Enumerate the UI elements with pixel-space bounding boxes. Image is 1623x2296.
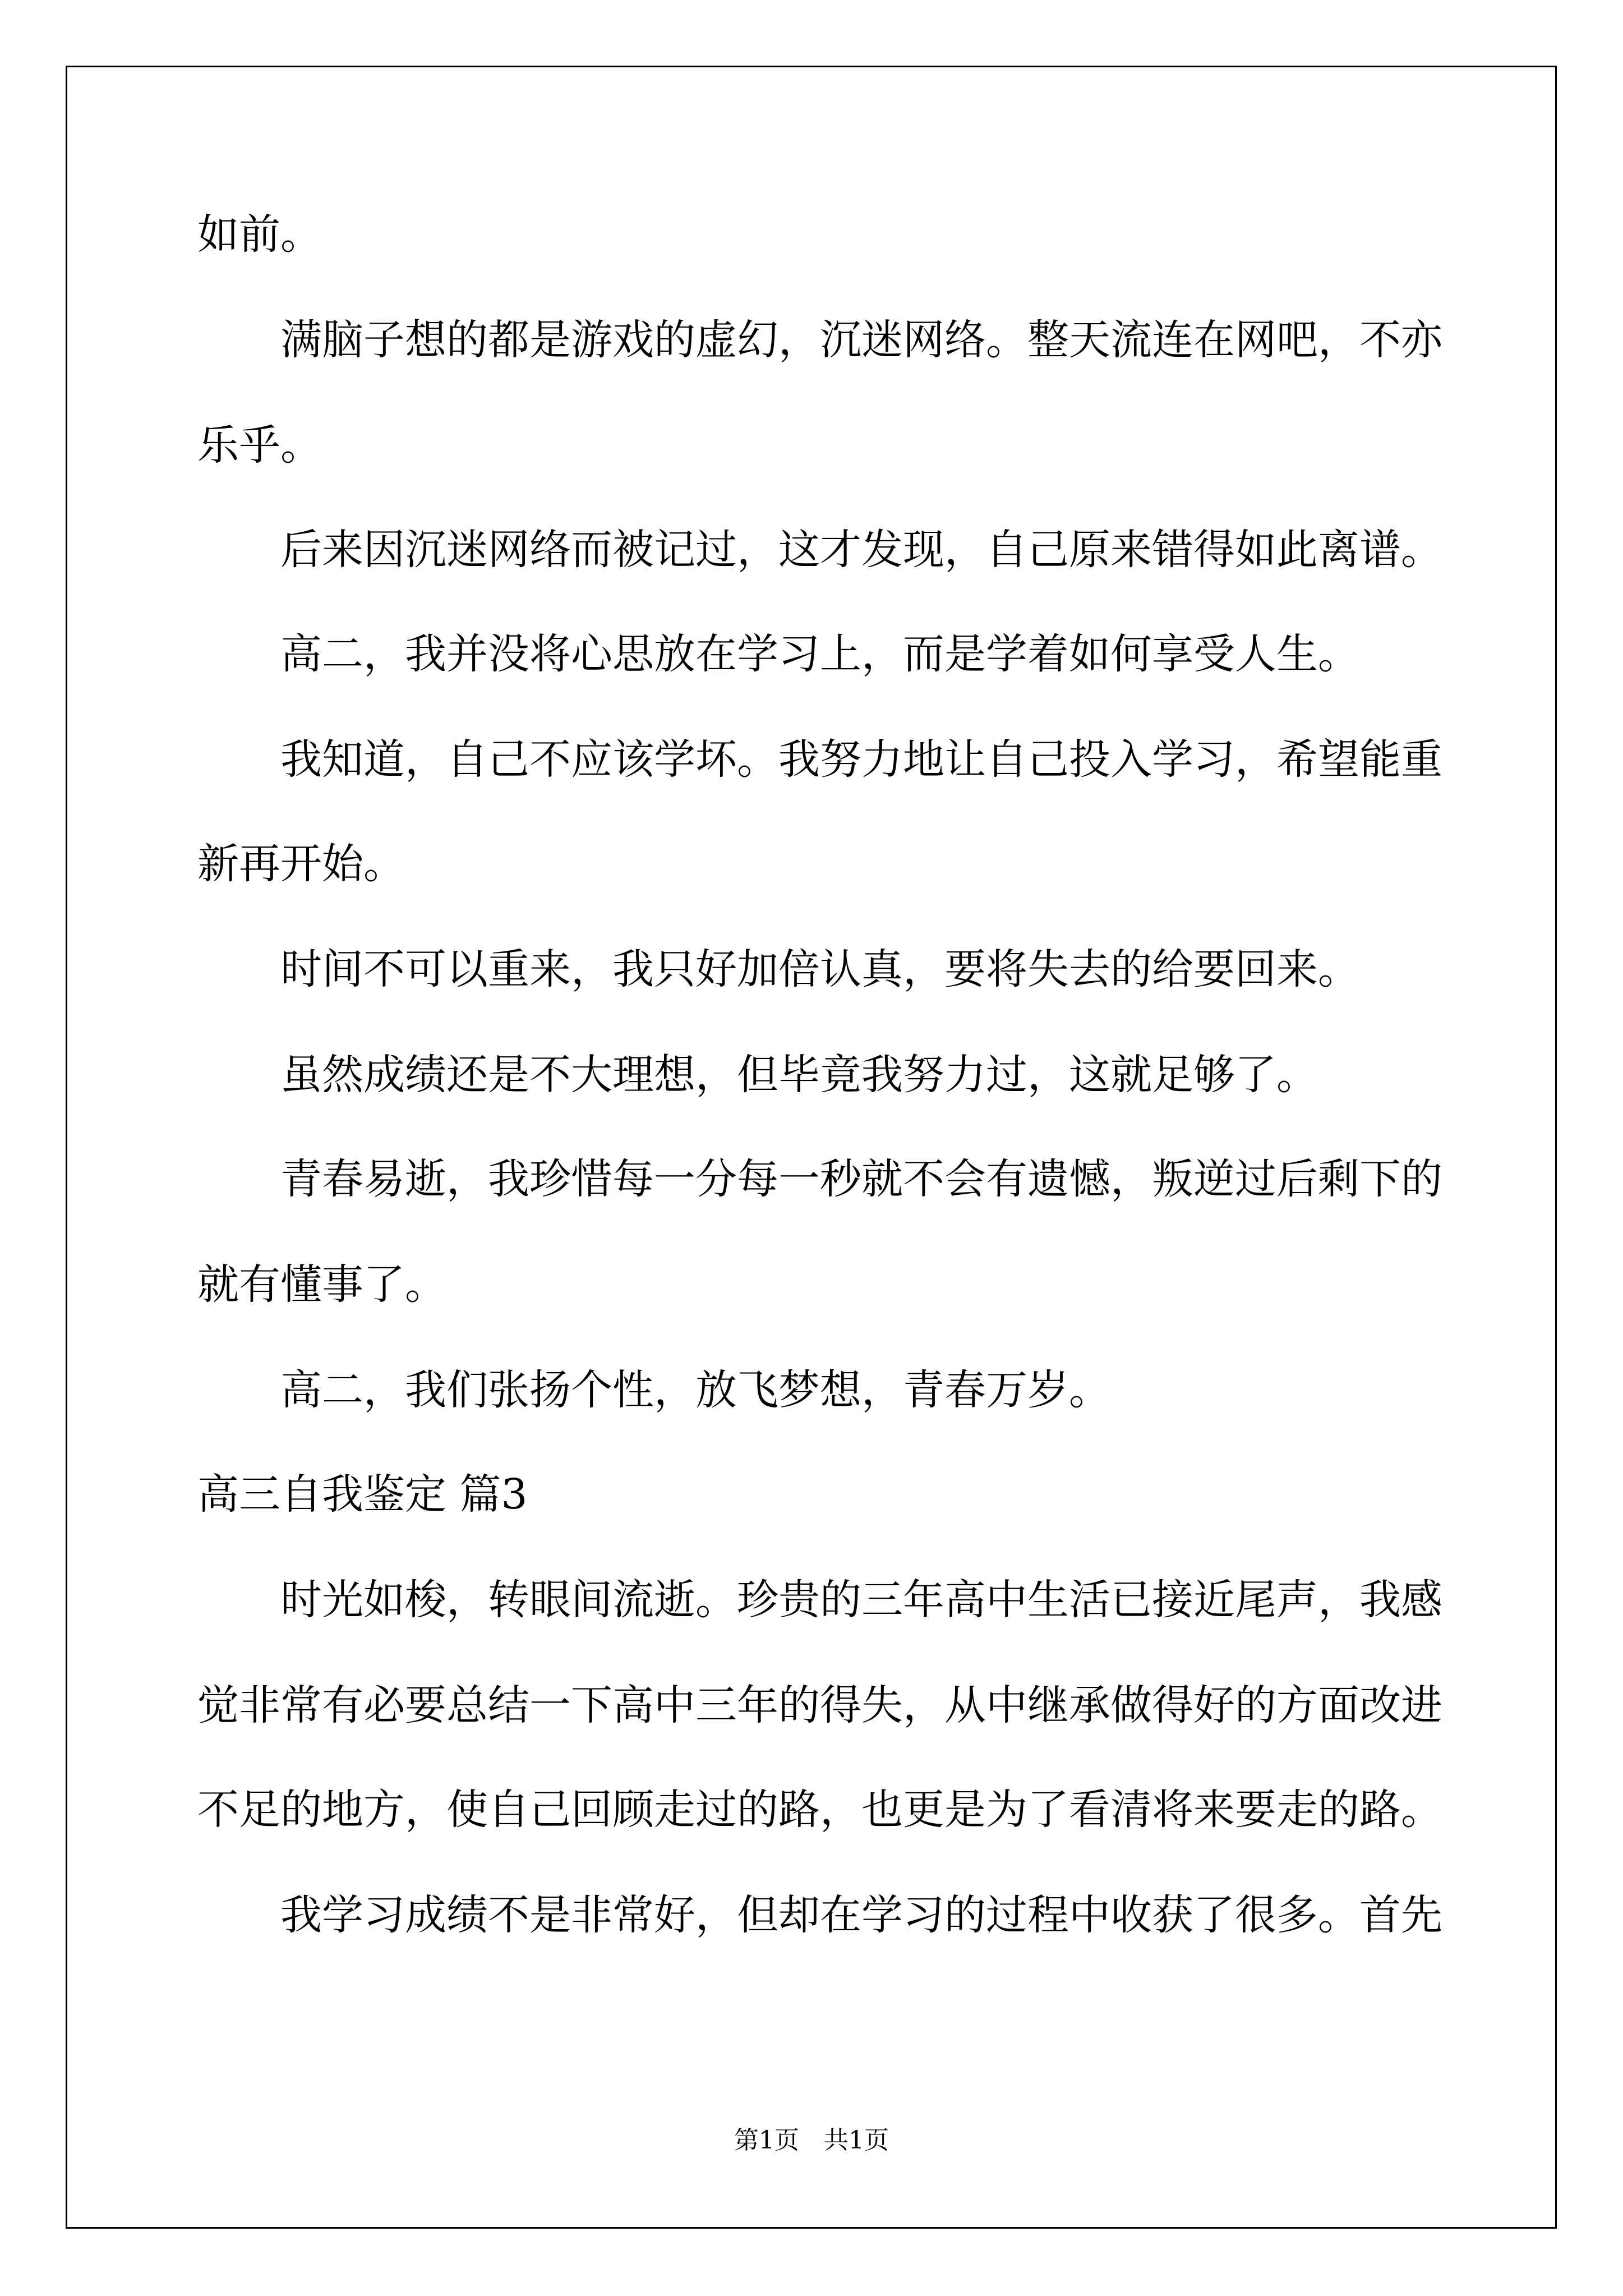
text-line: 如前。 [197, 210, 322, 259]
text-line: 就有懂事了。 [197, 1260, 446, 1309]
text-line: 我知道，自己不应该学坏。我努力地让自己投入学习，希望能重 [280, 735, 1442, 784]
text-line: 高二，我们张扬个性，放飞梦想，青春万岁。 [280, 1366, 1110, 1414]
text-line: 时间不可以重来，我只好加倍认真，要将失去的给要回来。 [280, 945, 1359, 993]
page-footer: 第1页 共1页 [734, 2126, 889, 2155]
text-line: 不足的地方，使自己回顾走过的路，也更是为了看清将来要走的路。 [197, 1786, 1442, 1834]
text-line: 新再开始。 [197, 840, 405, 888]
section-heading: 高三自我鉴定 篇3 [197, 1470, 528, 1519]
text-line: 满脑子想的都是游戏的虚幻，沉迷网络。整天流连在网吧，不亦 [280, 316, 1442, 364]
text-line: 觉非常有必要总结一下高中三年的得失，从中继承做得好的方面改进 [197, 1681, 1442, 1729]
text-line: 青春易逝，我珍惜每一分每一秒就不会有遗憾，叛逆过后剩下的 [280, 1155, 1442, 1203]
text-line: 乐乎。 [197, 421, 322, 470]
text-line: 高二，我并没将心思放在学习上，而是学着如何享受人生。 [280, 630, 1359, 678]
text-line: 虽然成绩还是不大理想，但毕竟我努力过，这就足够了。 [280, 1051, 1318, 1099]
text-line: 时光如梭，转眼间流逝。珍贵的三年高中生活已接近尾声，我感 [280, 1576, 1442, 1624]
text-line: 我学习成绩不是非常好，但却在学习的过程中收获了很多。首先 [280, 1891, 1442, 1939]
text-line: 后来因沉迷网络而被记过，这才发现，自己原来错得如此离谱。 [280, 526, 1442, 574]
